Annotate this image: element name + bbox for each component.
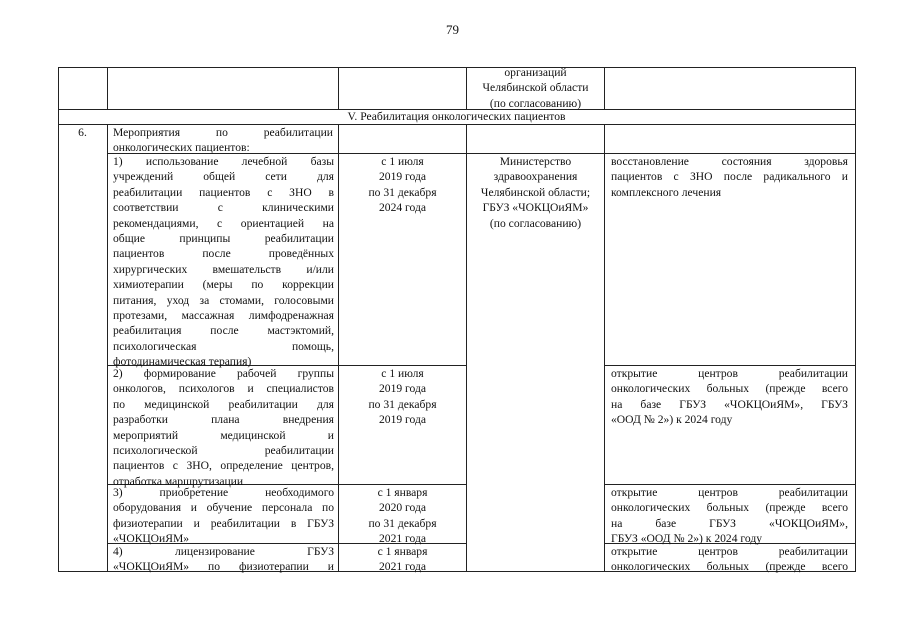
text-line: 3) приобретение необходимого — [113, 486, 334, 499]
text-line: с 1 января — [377, 486, 428, 499]
text-line: 2) формирование рабочей группы — [113, 367, 334, 380]
table-rule — [604, 124, 605, 572]
text-line: ГБУЗ «ЧОКЦОиЯМ» — [482, 201, 589, 215]
top-row-executor — [467, 65, 604, 111]
text-line: рекомендациями, с ориентацией на — [113, 216, 334, 230]
text-line: психологической реабилитации — [113, 444, 334, 458]
text-line: физиотерапии и реабилитации в ГБУЗ — [113, 516, 334, 530]
text-line: Министерство — [499, 155, 572, 168]
text-line: с 1 января — [377, 545, 428, 558]
text-line: по 31 декабря — [368, 516, 437, 530]
text-line: «ЧОКЦОиЯМ» — [113, 532, 190, 546]
subitem-result — [611, 485, 848, 547]
subitem-term — [339, 154, 466, 216]
text-line: 2024 года — [378, 201, 427, 215]
text-line: онкологических больных (прежде всего — [611, 501, 848, 515]
item-title — [113, 125, 333, 156]
text-line: на базе ГБУЗ «ЧОКЦОиЯМ», ГБУЗ — [611, 397, 848, 411]
text-line: психологическая помощь, — [113, 339, 334, 353]
text-line: пациентов с ЗНО после радикального и — [611, 170, 848, 184]
text-line: реабилитации пациентов с ЗНО в — [113, 185, 334, 199]
text-line: здравоохранения — [493, 170, 578, 184]
text-line: открытие центров реабилитации — [611, 367, 848, 380]
text-line: онкологических больных (прежде всего — [611, 560, 848, 574]
text-line: отработка маршрутизации — [113, 474, 244, 488]
table-rule — [107, 67, 108, 110]
text-line: ГБУЗ «ООД № 2») к 2024 году — [611, 532, 763, 546]
table-rule — [604, 67, 605, 110]
table-rule — [58, 67, 855, 68]
text-line: «ЧОКЦОиЯМ» по физиотерапии и — [113, 560, 334, 574]
text-line: онкологов, психологов и специалистов — [113, 382, 334, 396]
text-line: разработки плана внедрения — [113, 413, 334, 427]
text-line: Челябинской области — [482, 81, 589, 95]
text-line: на базе ГБУЗ «ЧОКЦОиЯМ», — [611, 516, 848, 530]
subitem-result — [611, 366, 848, 428]
subitem-text — [113, 544, 334, 575]
text-line: открытие центров реабилитации — [611, 486, 848, 499]
text-line: комплексного лечения — [611, 185, 722, 199]
text-line: 1) использование лечебной базы — [113, 155, 334, 168]
text-line: хирургических вмешательств и/или — [113, 262, 334, 276]
subitem-term — [339, 366, 466, 428]
text-line: оборудования и обучение персонала по — [113, 501, 334, 515]
text-line: 2019 года — [378, 170, 427, 184]
text-line: (по согласованию) — [489, 96, 582, 110]
text-line: онкологических больных (прежде всего — [611, 382, 848, 396]
table-rule — [855, 67, 856, 572]
text-line: 2019 года — [378, 382, 427, 396]
text-line: пациентов после проведённых — [113, 247, 334, 261]
text-line: с 1 июля — [381, 155, 424, 168]
text-line: по медицинской реабилитации для — [113, 397, 334, 411]
text-line: Мероприятия по реабилитации — [113, 126, 333, 139]
text-line: восстановление состояния здоровья — [611, 155, 848, 168]
text-line: учреждений общей сети для — [113, 170, 334, 184]
text-line: 2020 года — [378, 501, 427, 515]
table-rule — [58, 67, 59, 572]
table-rule — [107, 124, 108, 572]
text-line: химиотерапии (меры по коррекции — [113, 278, 334, 292]
subitem-term — [339, 485, 466, 547]
text-line: организаций — [504, 66, 567, 79]
text-line: 2021 года — [378, 560, 427, 574]
subitem-result — [611, 154, 848, 200]
text-line: по 31 декабря — [368, 397, 437, 411]
text-line: «ООД № 2») к 2024 году — [611, 413, 733, 427]
text-line: по 31 декабря — [368, 185, 437, 199]
text-line: 2021 года — [378, 532, 427, 546]
text-line: 4) лицензирование ГБУЗ — [113, 545, 334, 558]
text-line: фотодинамическая терапия) — [113, 355, 252, 369]
executor — [467, 154, 604, 231]
subitem-text — [113, 485, 334, 547]
section-title: V. Реабилитация онкологических пациентов — [347, 110, 566, 123]
subitem-result — [611, 544, 848, 575]
table-rule — [338, 67, 339, 110]
text-line: общие принципы реабилитации — [113, 232, 334, 246]
subitem-text — [113, 154, 334, 370]
text-line: с 1 июля — [381, 367, 424, 380]
text-line: онкологических пациентов: — [113, 141, 250, 155]
item-number: 6. — [78, 126, 87, 139]
text-line: открытие центров реабилитации — [611, 545, 848, 558]
text-line: протезами, массажная лимфодренажная — [113, 309, 334, 323]
text-line: пациентов с ЗНО, определение центров, — [113, 459, 334, 473]
text-line: мероприятий медицинской и — [113, 428, 334, 442]
text-line: питания, уход за стомами, голосовыми — [113, 293, 334, 307]
subitem-text — [113, 366, 334, 489]
text-line: Челябинской области; — [480, 185, 591, 199]
text-line: реабилитация после мастэктомий, — [113, 324, 334, 338]
text-line: (по согласованию) — [489, 216, 582, 230]
page-number: 79 — [446, 22, 459, 37]
text-line: соответствии с клиническими — [113, 201, 334, 215]
subitem-term — [339, 544, 466, 575]
text-line: 2019 года — [378, 413, 427, 427]
